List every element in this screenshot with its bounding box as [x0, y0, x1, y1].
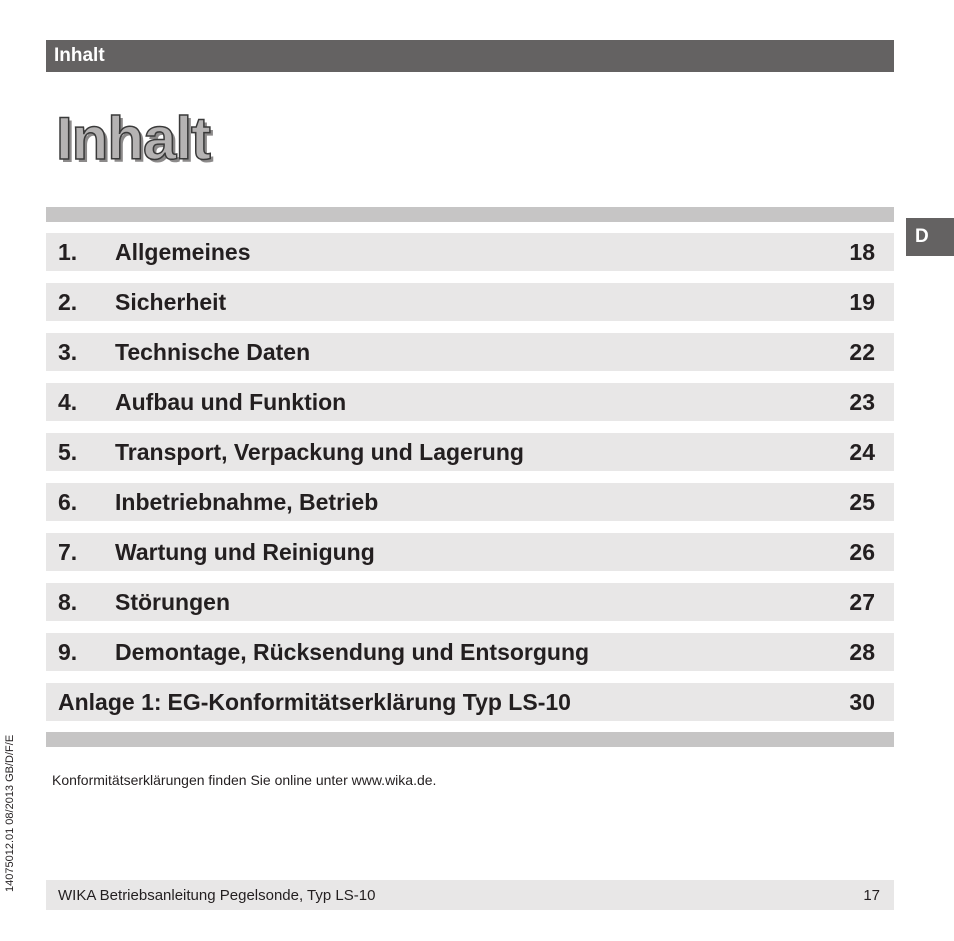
table-of-contents [46, 233, 894, 733]
toc-number: 6. [58, 488, 78, 515]
toc-item-3[interactable] [46, 333, 894, 371]
footer-text: WIKA Betriebsanleitung Pegelsonde, Typ LS-10 [58, 886, 376, 904]
toc-page: 27 [849, 588, 875, 615]
toc-title: Demontage, Rücksendung und Entsorgung [115, 638, 590, 665]
toc-item-9[interactable] [46, 633, 894, 671]
toc-number: 4. [58, 388, 78, 415]
toc-page: 18 [849, 238, 875, 265]
toc-page: 24 [849, 438, 875, 465]
section-header-bar [46, 40, 894, 72]
toc-title: Transport, Verpackung und Lagerung [115, 438, 524, 465]
toc-title: Aufbau und Funktion [115, 388, 347, 415]
toc-item-8[interactable] [46, 583, 894, 621]
top-divider [46, 207, 894, 222]
toc-page: 28 [849, 638, 875, 665]
page-title: Inhalt [56, 105, 210, 172]
appendix-label: Anlage 1: [58, 688, 162, 715]
toc-page: 19 [849, 288, 875, 315]
toc-page: 26 [849, 538, 875, 565]
language-tab [906, 218, 954, 256]
toc-number: 2. [58, 288, 78, 315]
section-header-label: Inhalt [54, 45, 105, 66]
toc-page: 23 [849, 388, 875, 415]
toc-number: 9. [58, 638, 78, 665]
bottom-divider [46, 732, 894, 747]
toc-number: 5. [58, 438, 78, 465]
toc-item-7[interactable] [46, 533, 894, 571]
toc-title: Inbetriebnahme, Betrieb [115, 488, 379, 515]
toc-title: Allgemeines [115, 238, 251, 265]
document-code: 14075012.01 08/2013 GB/D/F/E [4, 734, 16, 892]
page-footer [46, 880, 894, 910]
toc-item-4[interactable] [46, 383, 894, 421]
toc-title: Sicherheit [115, 288, 227, 315]
toc-number: 1. [58, 238, 78, 265]
conformity-note: Konformitätserklärungen finden Sie online unter www.wika.de. [52, 772, 437, 788]
language-tab-label: D [915, 226, 929, 247]
toc-number: 7. [58, 538, 78, 565]
toc-page: 25 [849, 488, 875, 515]
toc-item-appendix-1[interactable] [46, 683, 894, 721]
toc-item-6[interactable] [46, 483, 894, 521]
toc-title: Wartung und Reinigung [115, 538, 375, 565]
toc-number: 3. [58, 338, 78, 365]
appendix-title: EG-Konformitätserklärung Typ LS-10 [167, 688, 571, 715]
appendix-page: 30 [849, 688, 875, 715]
page-number: 17 [863, 886, 880, 904]
toc-title: Störungen [115, 588, 230, 615]
toc-item-2[interactable] [46, 283, 894, 321]
toc-item-1[interactable] [46, 233, 894, 271]
toc-item-5[interactable] [46, 433, 894, 471]
toc-number: 8. [58, 588, 78, 615]
toc-title: Technische Daten [115, 338, 311, 365]
toc-page: 22 [849, 338, 875, 365]
